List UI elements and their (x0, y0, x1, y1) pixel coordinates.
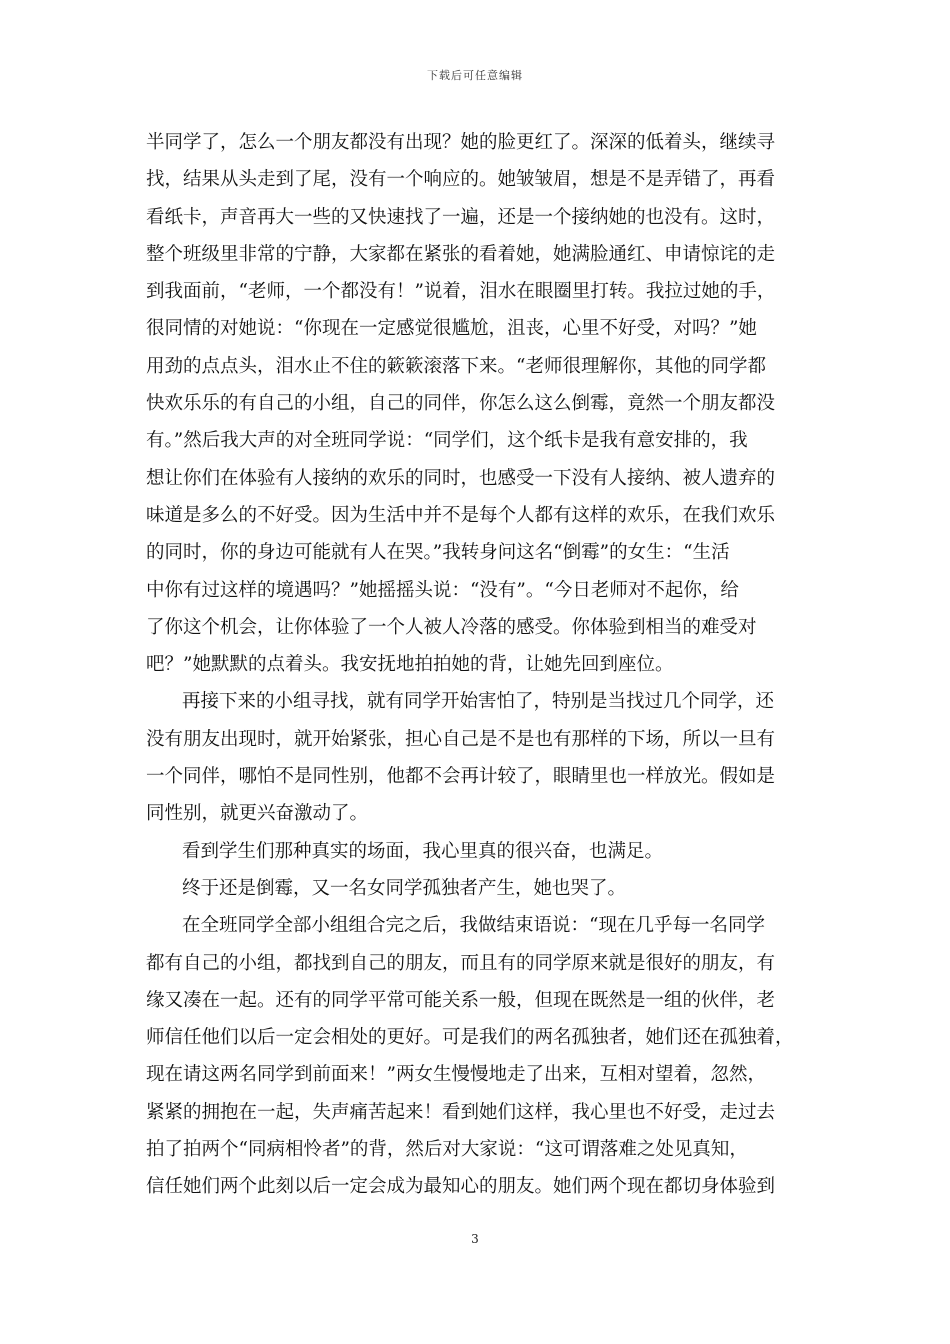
text-line: 看到学生们那种真实的场面，我心里真的很兴奋，也满足。 (182, 840, 664, 862)
text-line: 整个班级里非常的宁静，大家都在紧张的看着她，她满脸通红、申请惊诧的走 (146, 243, 776, 265)
text-line: 用劲的点点头，泪水止不住的簌簌滚落下来。“老师很理解你，其他的同学都 (146, 355, 766, 377)
text-line: 师信任他们以后一定会相处的更好。可是我们的两名孤独者，她们还在孤独着， (146, 1027, 794, 1049)
text-line: 紧紧的拥抱在一起，失声痛苦起来！看到她们这样，我心里也不好受，走过去 (146, 1101, 776, 1123)
text-line: 没有朋友出现时，就开始紧张，担心自己是不是也有那样的下场，所以一旦有 (146, 728, 776, 750)
text-line: 想让你们在体验有人接纳的欢乐的同时，也感受一下没有人接纳、被人遗弃的 (146, 467, 776, 489)
text-line: 吧？”她默默的点着头。我安抚地拍拍她的背，让她先回到座位。 (146, 654, 674, 676)
text-line: 终于还是倒霉，又一名女同学孤独者产生，她也哭了。 (182, 877, 627, 899)
text-line: 半同学了，怎么一个朋友都没有出现？她的脸更红了。深深的低着头，继续寻 (146, 132, 776, 153)
text-line: 中你有过这样的境遇吗？”她摇摇头说：“没有”。“今日老师对不起你，给 (146, 579, 739, 601)
text-line: 缘又凑在一起。还有的同学平常可能关系一般，但现在既然是一组的伙伴，老 (146, 989, 776, 1011)
page-header: 下载后可任意编辑 (427, 69, 523, 82)
text-line: 有。”然后我大声的对全班同学说：“同学们，这个纸卡是我有意安排的，我 (146, 430, 748, 452)
text-line: 在全班同学全部小组组合完之后，我做结束语说：“现在几乎每一名同学 (182, 915, 765, 937)
text-line: 找，结果从头走到了尾，没有一个响应的。她皱皱眉，想是不是弄错了，再看 (146, 169, 776, 191)
text-line: 快欢乐乐的有自己的小组，自己的同伴，你怎么这么倒霉，竟然一个朋友都没 (146, 393, 776, 415)
text-line: 现在请这两名同学到前面来！”两女生慢慢地走了出来，互相对望着，忽然， (146, 1064, 766, 1086)
text-line: 看纸卡，声音再大一些的又快速找了一遍，还是一个接纳她的也没有。这时， (146, 206, 776, 228)
text-line: 信任她们两个此刻以后一定会成为最知心的朋友。她们两个现在都切身体验到 (146, 1176, 776, 1198)
page-number: 3 (471, 1232, 479, 1246)
text-line: 的同时，你的身边可能就有人在哭。”我转身问这名“倒霉”的女生：“生活 (146, 542, 730, 564)
text-line: 再接下来的小组寻找，就有同学开始害怕了，特别是当找过几个同学，还 (182, 691, 775, 713)
text-line: 拍了拍两个“同病相怜者”的背，然后对大家说：“这可谓落难之处见真知， (146, 1139, 748, 1161)
text-line: 味道是多么的不好受。因为生活中并不是每个人都有这样的欢乐，在我们欢乐 (146, 504, 776, 526)
body-text (146, 124, 818, 1206)
text-line: 了你这个机会，让你体验了一个人被人冷落的感受。你体验到相当的难受对 (146, 616, 757, 638)
text-line: 到我面前，“老师，一个都没有！”说着，泪水在眼圈里打转。我拉过她的手， (146, 281, 776, 303)
text-line: 很同情的对她说：“你现在一定感觉很尴尬，沮丧，心里不好受，对吗？”她 (146, 318, 757, 340)
text-line: 一个同伴，哪怕不是同性别，他都不会再计较了，眼睛里也一样放光。假如是 (146, 766, 776, 788)
text-line: 都有自己的小组，都找到自己的朋友，而且有的同学原来就是很好的朋友，有 (146, 952, 776, 974)
text-line: 同性别，就更兴奋激动了。 (146, 803, 369, 825)
